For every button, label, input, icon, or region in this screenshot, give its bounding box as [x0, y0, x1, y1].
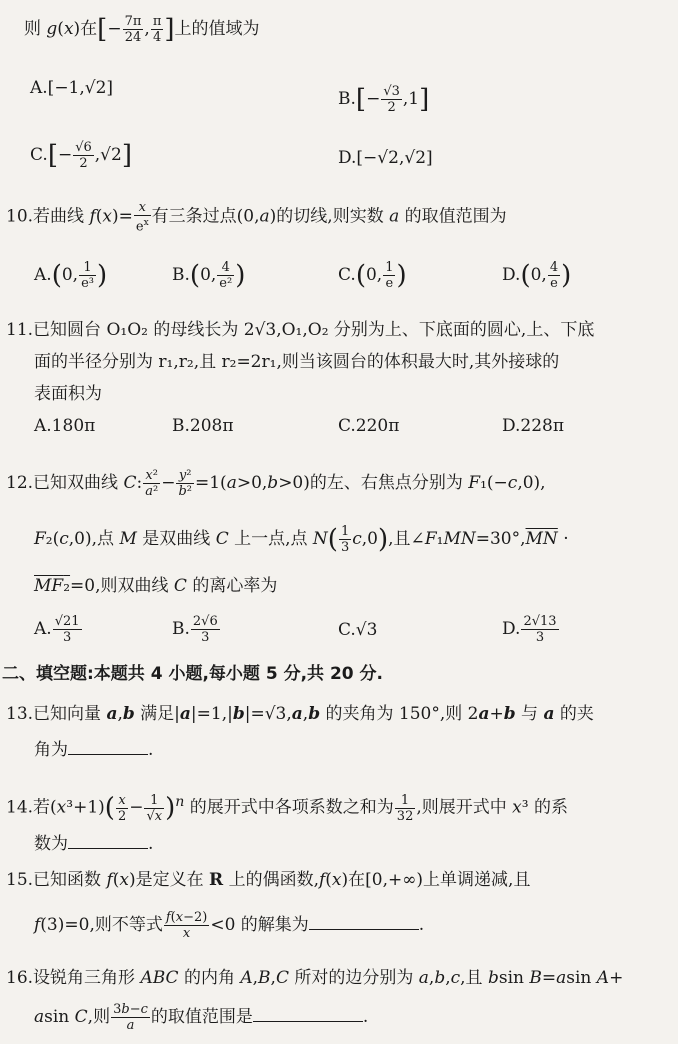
q11-option-c[interactable]: C.220π [338, 416, 400, 436]
q11-line-3: 表面积为 [34, 384, 102, 404]
q14-line-2: 数为 . [34, 830, 153, 856]
q12-option-b[interactable]: B. $\frac{2√6}{3}$ [172, 614, 218, 645]
q10-option-c[interactable]: C.(0, $\frac{1}{e}$ ) [338, 260, 407, 291]
q16-line-2: asin C,则 $\frac{3b-c}{a}$ 的取值范围是 . [34, 1002, 369, 1033]
q12-option-d[interactable]: D. $\frac{2√13}{3}$ [502, 614, 557, 645]
q9-option-d[interactable]: D.[−√2,√2] [338, 148, 433, 168]
q10-option-b[interactable]: B.(0, $\frac{4}{\text{e²}}$ ) [172, 260, 246, 291]
q16-line-1: 16.设锐角三角形 ABC 的内角 A,B,C 所对的边分别为 a,b,c,且 bsin B=asin A+ [6, 968, 624, 988]
q11-option-b[interactable]: B.208π [172, 416, 234, 436]
q12-line-1: 12.已知双曲线 C: $\frac{\text{x²}}{\text{a²}}$ − $\frac{\text{y²}}{\text{b²}}$ =1(a>0,b>0)的左、右焦点分别为 F₁(−c,0), [6, 468, 546, 499]
q12-option-c[interactable]: C.√3 [338, 620, 378, 640]
q12-line-3: MF₂=0,则双曲线 C 的离心率为 [34, 576, 278, 596]
q15-line-2: f(3)=0,则不等式 $\frac{f(x-2)}{x}$ <0 的解集为 . [34, 910, 425, 941]
q9-option-a[interactable]: A.[−1,√2] [30, 78, 114, 98]
q15-answer-blank[interactable] [309, 911, 419, 930]
q9-option-c[interactable]: C.[− $\frac{√6}{2}$ ,√2] [30, 140, 132, 171]
section-fill-in-title: 二、填空题:本题共 4 小题,每小题 5 分,共 20 分. [2, 664, 383, 684]
q16-answer-blank[interactable] [253, 1003, 363, 1022]
q13-line-2: 角为 . [34, 736, 153, 762]
q12-option-a[interactable]: A. $\frac{√21}{3}$ [34, 614, 80, 645]
q12-line-2: F₂(c,0),点 M 是双曲线 C 上一点,点 N( $\frac{1}{3}$ c,0),且$\angle F_1MN=30^\circ,\overline{MN}$ · [34, 524, 569, 555]
q11-option-a[interactable]: A.180π [34, 416, 96, 436]
q13-answer-blank[interactable] [68, 736, 148, 755]
q10-option-d[interactable]: D.(0, $\frac{4}{e}$ ) [502, 260, 572, 291]
q9-range-line: 则 g(x)在[− $\frac{7\pi}{24}$ , $\frac{\pi}{4}$ ]上的值域为 [24, 14, 260, 45]
q11-option-d[interactable]: D.228π [502, 416, 565, 436]
q10-stem: 10.若曲线 f(x)= $\frac{x}{e^x}$ 有三条过点(0,a)的切线,则实数 a 的取值范围为 [6, 200, 507, 235]
q13-line-1: 13.已知向量 a,b 满足|a|=1,|b|=√3,a,b 的夹角为 150°,则 2a+b 与 a 的夹 [6, 704, 594, 724]
q15-line-1: 15.已知函数 f(x)是定义在 R 上的偶函数,f(x)在[0,+∞)上单调递减,且 [6, 870, 531, 890]
q11-line-2: 面的半径分别为 r₁,r₂,且 r₂=2r₁,则当该圆台的体积最大时,其外接球的 [34, 352, 560, 372]
q14-line-1: 14.若(x³+1)( $\frac{x}{2}$ − $\frac{1}{√x}$ )$^n$ 的展开式中各项系数之和为 $\frac{1}{32}$ ,则展开式中 x³ 的系 [6, 792, 568, 824]
q9-option-b[interactable]: B.[− $\frac{√3}{2}$ ,1] [338, 84, 430, 115]
q11-line-1: 11.已知圆台 O₁O₂ 的母线长为 2√3,O₁,O₂ 分别为上、下底面的圆心,上、下底 [6, 320, 595, 340]
q14-answer-blank[interactable] [68, 830, 148, 849]
q10-option-a[interactable]: A.(0, $\frac{1}{\text{e³}}$ ) [34, 260, 108, 291]
